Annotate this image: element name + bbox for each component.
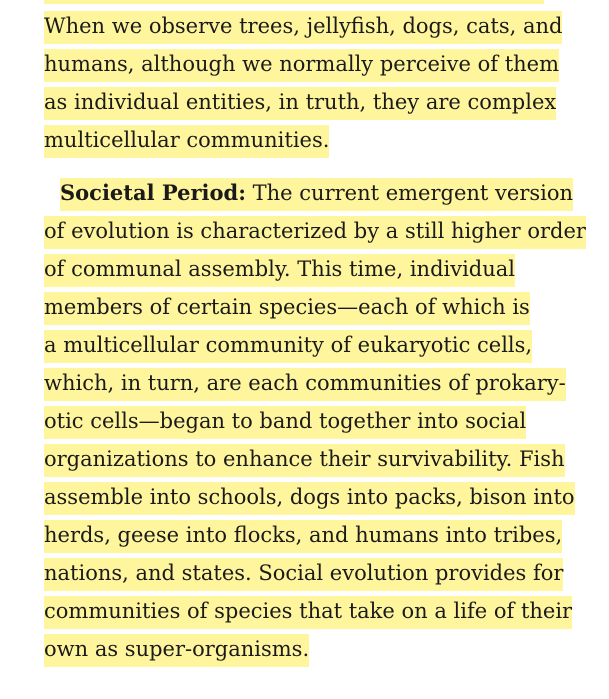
- text-line: [44, 174, 586, 212]
- text-line: [44, 516, 586, 554]
- text-line: [44, 478, 586, 516]
- highlighted-text[interactable]: communities of species that take on a life of their: [44, 596, 572, 629]
- text-line: [44, 45, 562, 83]
- highlighted-text[interactable]: of communal assembly. This time, individual: [44, 254, 515, 287]
- text-line: [44, 402, 586, 440]
- text-line: [44, 630, 586, 668]
- text-line: [44, 592, 586, 630]
- highlighted-text[interactable]: humans, although we normally perceive of them: [44, 49, 559, 82]
- highlighted-text[interactable]: nations, and states. Social evolution provides for: [44, 558, 563, 591]
- text-line: [44, 250, 586, 288]
- highlighted-text[interactable]: of evolution is characterized by a still higher order: [44, 216, 586, 249]
- highlighted-text[interactable]: a multicellular community of eukaryotic cells,: [44, 330, 532, 363]
- highlighted-text[interactable]: herds, geese into flocks, and humans into tribes,: [44, 520, 562, 553]
- highlighted-text[interactable]: which, in turn, are each communities of prokary-: [44, 368, 566, 401]
- highlighted-text[interactable]: assemble into schools, dogs into packs, bison into: [44, 482, 575, 515]
- text-line: [44, 212, 586, 250]
- highlight-sliver: [44, 0, 544, 4]
- highlighted-text[interactable]: organizations to enhance their survivability. Fish: [44, 444, 565, 477]
- highlighted-text[interactable]: When we observe trees, jellyfish, dogs, cats, and: [44, 11, 562, 44]
- highlighted-text[interactable]: members of certain species—each of which is: [44, 292, 530, 325]
- text-line: [44, 326, 586, 364]
- text-line: [44, 121, 562, 159]
- text-line: [44, 7, 562, 45]
- text-line: [44, 83, 562, 121]
- text-line: [44, 440, 586, 478]
- highlighted-text[interactable]: as individual entities, in truth, they are complex: [44, 87, 556, 120]
- highlighted-text[interactable]: [60, 178, 573, 211]
- paragraph-multicellular: [44, 7, 562, 159]
- text-line: [44, 554, 586, 592]
- section-heading: Societal Period:: [60, 180, 246, 205]
- text-line: [44, 364, 586, 402]
- text-line: [44, 288, 586, 326]
- highlighted-text[interactable]: own as super-organisms.: [44, 634, 309, 667]
- heading-continuation: The current emergent version: [245, 181, 574, 205]
- highlighted-text[interactable]: otic cells—began to band together into social: [44, 406, 526, 439]
- highlighted-text[interactable]: multicellular communities.: [44, 125, 329, 158]
- paragraph-societal-period: [44, 174, 586, 668]
